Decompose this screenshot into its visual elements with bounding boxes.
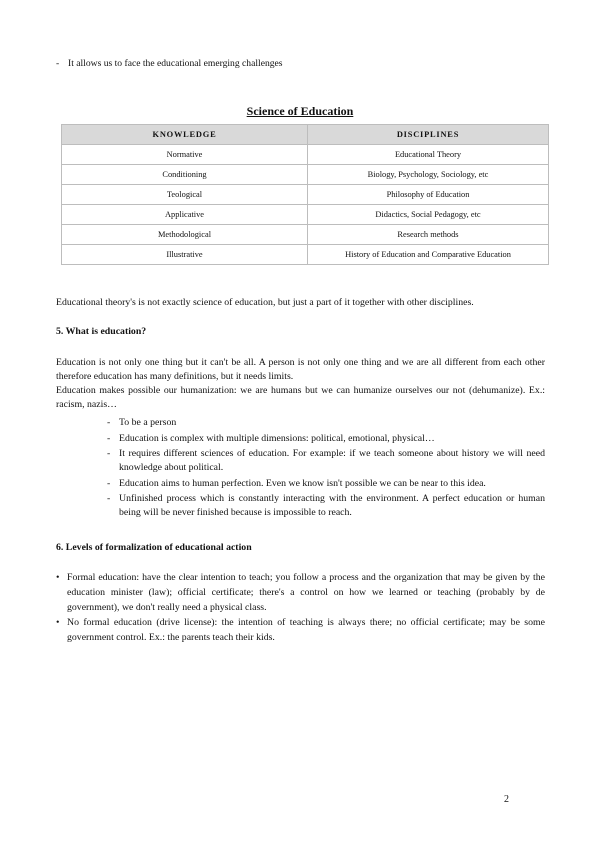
table-row bbox=[62, 225, 549, 245]
table-row bbox=[62, 165, 549, 185]
cell-discipline: Biology, Psychology, Sociology, etc bbox=[308, 165, 549, 185]
list-item: - To be a person bbox=[107, 416, 545, 430]
cell-discipline: Didactics, Social Pedagogy, etc bbox=[308, 205, 549, 225]
header-disciplines: DISCIPLINES bbox=[308, 125, 549, 145]
list-item: • No formal education (drive license): the intention of teaching is always there; no official certificate; may be some government control. Ex.: the parents teach their kids. bbox=[56, 615, 545, 645]
cell-knowledge: Applicative bbox=[62, 205, 308, 225]
section-5-heading: 5. What is education? bbox=[56, 326, 147, 337]
cell-knowledge: Methodological bbox=[62, 225, 308, 245]
intro-item-text: It allows us to face the educational emerging challenges bbox=[68, 58, 283, 69]
section-5-paragraph-1: Education is not only one thing but it can't be all. A person is not only one thing and we are all different from each other therefore education has many definitions, but it needs limits. bbox=[56, 357, 545, 382]
cell-discipline: Philosophy of Education bbox=[308, 185, 549, 205]
list-item: - Education is complex with multiple dimensions: political, emotional, physical… bbox=[107, 432, 545, 446]
theory-note: Educational theory's is not exactly science of education, but just a part of it together with other disciplines. bbox=[56, 297, 474, 308]
table-row bbox=[62, 245, 549, 265]
cell-knowledge: Normative bbox=[62, 145, 308, 165]
section-5-paragraph-2: Education makes possible our humanization: we are humans but we can humanize ourselves our not (dehumanize). Ex.: racism, nazis… bbox=[56, 385, 545, 410]
table-row bbox=[62, 145, 549, 165]
section-5-list bbox=[107, 416, 545, 522]
table-header-row bbox=[62, 125, 549, 145]
cell-discipline: History of Education and Comparative Education bbox=[308, 245, 549, 265]
science-of-education-table bbox=[61, 124, 549, 265]
list-item: - Unfinished process which is constantly interacting with the environment. A perfect education or human being will be never finished because is impossible to reach. bbox=[107, 492, 545, 520]
intro-list-item: - It allows us to face the educational emerging challenges bbox=[56, 58, 283, 69]
list-item: • Formal education: have the clear intention to teach; you follow a process and the organization that may be given by the education minister (law); official certificate; there's a control on how we learned or teaching (probably by de government), we don't really need a physical class. bbox=[56, 570, 545, 615]
cell-knowledge: Conditioning bbox=[62, 165, 308, 185]
cell-discipline: Research methods bbox=[308, 225, 549, 245]
section-6-list bbox=[56, 570, 545, 645]
table-row bbox=[62, 185, 549, 205]
table-row bbox=[62, 205, 549, 225]
table-title: Science of Education bbox=[246, 104, 354, 118]
cell-knowledge: Teological bbox=[62, 185, 308, 205]
page-number: 2 bbox=[504, 794, 509, 805]
header-knowledge: KNOWLEDGE bbox=[62, 125, 308, 145]
section-6-heading: 6. Levels of formalization of educational action bbox=[56, 542, 252, 553]
list-item: - It requires different sciences of education. For example: if we teach someone about history we will need knowledge about political. bbox=[107, 447, 545, 475]
list-item: - Education aims to human perfection. Even we know isn't possible we can be near to this idea. bbox=[107, 477, 545, 491]
cell-knowledge: Illustrative bbox=[62, 245, 308, 265]
cell-discipline: Educational Theory bbox=[308, 145, 549, 165]
